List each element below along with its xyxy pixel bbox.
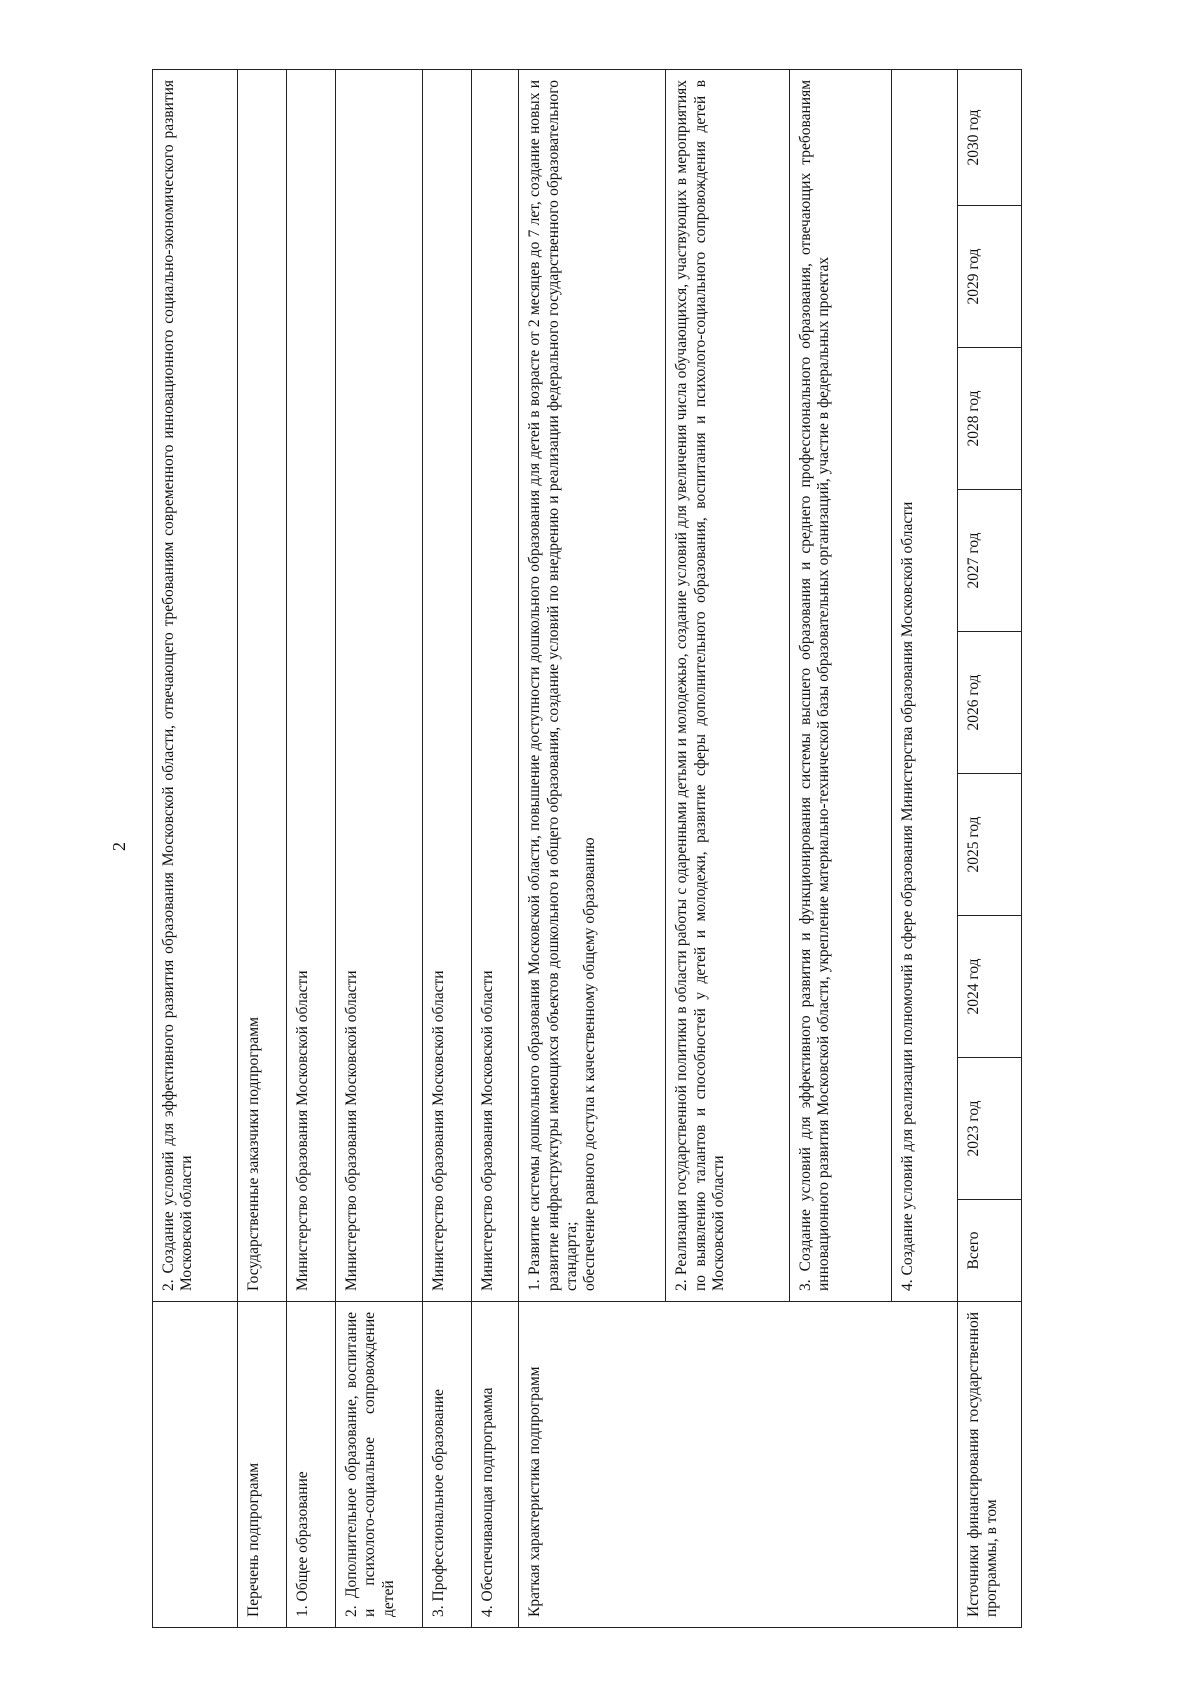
brief-item-2: 2. Реализация государственной политики в области работы с одаренными детьми и молодежью, создание условий для увеличения числа обучающихся, участвующих в мероприятиях по выявлению талантов и способностей у детей и молодежи, развитие сферы дополнительного образования, воспитания и психолого-социального сопровождения детей в Московской области bbox=[673, 79, 727, 1291]
financing-col-2030: 2030 год bbox=[958, 69, 1022, 205]
goal-label-cell bbox=[153, 1302, 238, 1628]
brief-item-1-cell bbox=[519, 69, 666, 1301]
brief-item-1b: обеспечение равного доступа к качественному общему образованию bbox=[581, 837, 599, 1291]
financing-col-2028: 2028 год bbox=[958, 348, 1022, 490]
subprogram-row-2 bbox=[336, 69, 423, 1627]
subprogram-list-value: Государственные заказчики подпрограмм bbox=[238, 69, 287, 1301]
subprogram-3-customer: Министерство образования Московской области bbox=[423, 69, 472, 1301]
financing-label: Источники финансирования государственной программы, в том bbox=[965, 1312, 1001, 1617]
program-passport-table bbox=[152, 69, 1022, 1628]
brief-item-3: 3. Создание условий для эффективного развития и функционирования системы высшего образования и среднего профессионального образования, отвечающих требованиям инновационного развития Московской области, укрепление материально-технической базы образовательных организаций, участие в федеральных проектах bbox=[796, 79, 833, 1291]
subprogram-row-1 bbox=[287, 69, 336, 1627]
subprogram-1-customer: Министерство образования Московской области bbox=[287, 69, 336, 1301]
subprogram-2-label-text: 2. Дополнительное образование, воспитание и психолого-социальное сопровождение детей bbox=[343, 1312, 397, 1617]
subprogram-1-label: 1. Общее образование bbox=[287, 1302, 336, 1628]
brief-label-cell bbox=[519, 1302, 958, 1628]
financing-col-2027: 2027 год bbox=[958, 490, 1022, 632]
subprogram-3-label: 3. Профессиональное образование bbox=[423, 1302, 472, 1628]
subprogram-list-row bbox=[238, 69, 287, 1627]
financing-col-2025: 2025 год bbox=[958, 774, 1022, 916]
brief-item-2-cell bbox=[666, 69, 790, 1301]
subprogram-row-4 bbox=[472, 69, 519, 1627]
financing-header-row bbox=[958, 69, 1022, 1627]
brief-item-3-cell bbox=[789, 69, 891, 1301]
brief-item-1: 1. Развитие системы дошкольного образования Московской области, повышение доступности дошкольного образования для детей в возрасте от 2 месяцев до 7 лет, создание новых и развитие инфраструктуры имеющихся объектов дошкольного и общего образования, создание условий по внедрению и реализации федерального государственного образовательного стандарта; bbox=[526, 79, 580, 1291]
brief-item-4: 4. Создание условий для реализации полномочий в сфере образования Министерства образования Московской области bbox=[899, 501, 917, 1291]
page-number: 2 bbox=[109, 842, 129, 851]
subprogram-list-label: Перечень подпрограмм bbox=[238, 1302, 287, 1628]
subprogram-4-customer: Министерство образования Московской области bbox=[472, 69, 519, 1301]
goal-text: 2. Создание условий для эффективного развития образования Московской области, отвечающего требованиям современного инновационного социально-экономического развития Московской области bbox=[160, 79, 196, 1291]
rotated-page bbox=[152, 70, 1022, 1628]
financing-col-2023: 2023 год bbox=[958, 1058, 1022, 1200]
financing-col-2029: 2029 год bbox=[958, 206, 1022, 348]
financing-col-total: Всего bbox=[958, 1200, 1022, 1302]
subprogram-4-label: 4. Обеспечивающая подпрограмма bbox=[472, 1302, 519, 1628]
subprogram-2-customer: Министерство образования Московской области bbox=[336, 69, 423, 1301]
goal-row bbox=[153, 69, 238, 1627]
brief-row-1 bbox=[519, 69, 666, 1627]
goal-cell bbox=[153, 69, 238, 1301]
subprogram-row-3 bbox=[423, 69, 472, 1627]
financing-label-cell bbox=[958, 1302, 1022, 1628]
financing-col-2024: 2024 год bbox=[958, 916, 1022, 1058]
brief-label: Краткая характеристика подпрограмм bbox=[526, 1366, 544, 1617]
brief-item-4-cell bbox=[892, 69, 958, 1301]
subprogram-2-label bbox=[336, 1302, 423, 1628]
financing-col-2026: 2026 год bbox=[958, 632, 1022, 774]
